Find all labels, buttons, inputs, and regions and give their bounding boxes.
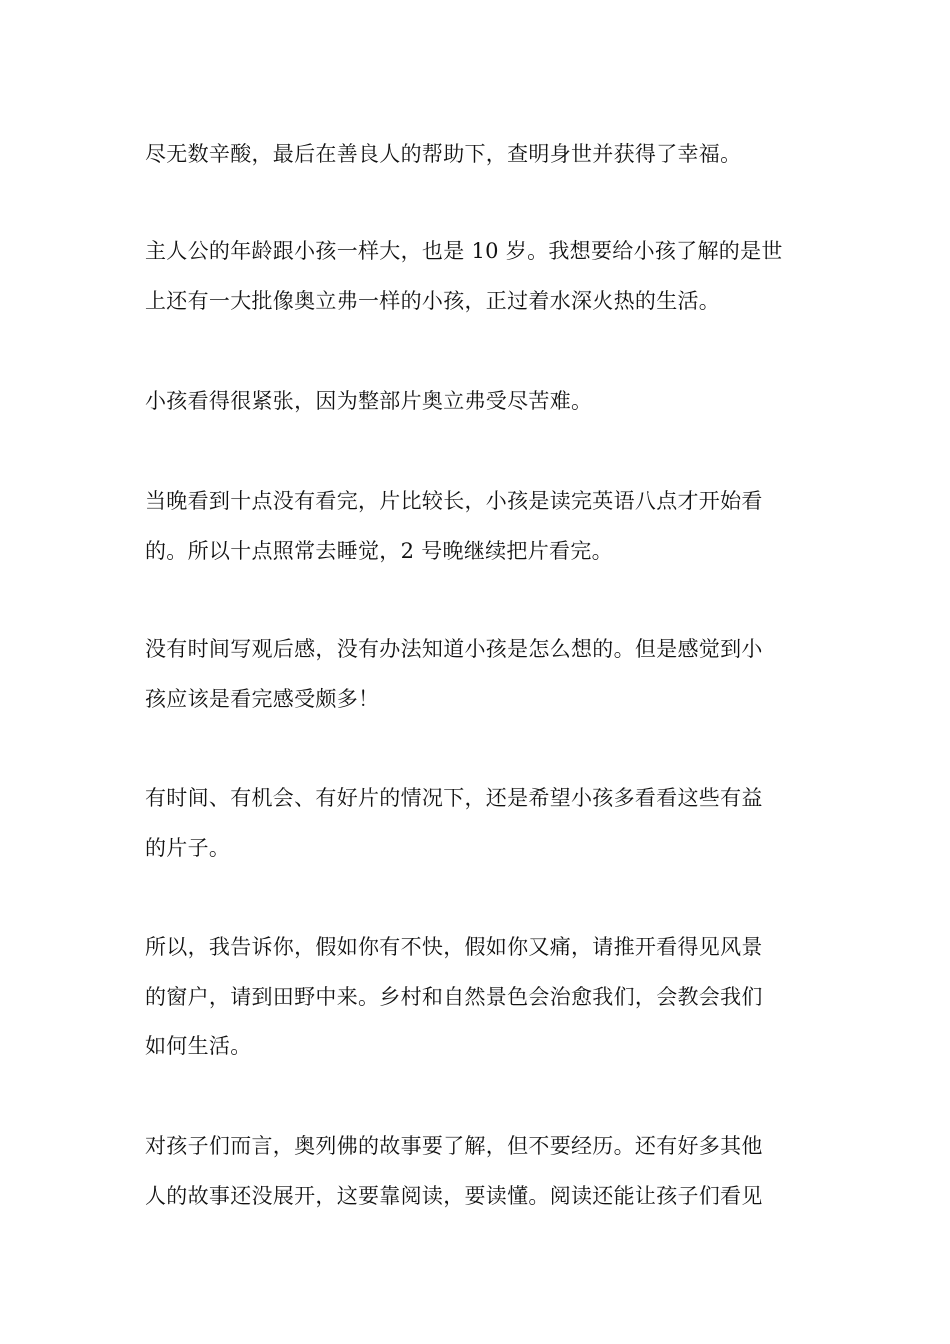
text-line: 尽无数辛酸，最后在善良人的帮助下，查明身世并获得了幸福。 <box>145 142 742 166</box>
text-line: 的窗户，请到田野中来。乡村和自然景色会治愈我们，会教会我们 <box>145 985 763 1009</box>
text-line: 当晚看到十点没有看完，片比较长，小孩是读完英语八点才开始看 <box>145 489 763 513</box>
text-line: 小孩看得很紧张，因为整部片奥立弗受尽苦难。 <box>145 389 593 413</box>
text-line: 如何生活。 <box>145 1034 252 1058</box>
text-line: 没有时间写观后感，没有办法知道小孩是怎么想的。但是感觉到小 <box>145 637 763 661</box>
text-line: 有时间、有机会、有好片的情况下，还是希望小孩多看看这些有益 <box>145 786 763 810</box>
text-line: 对孩子们而言，奥列佛的故事要了解，但不要经历。还有好多其他 <box>145 1134 763 1158</box>
text-line: 上还有一大批像奥立弗一样的小孩，正过着水深火热的生活。 <box>145 289 721 313</box>
text-line: 人的故事还没展开，这要靠阅读，要读懂。阅读还能让孩子们看见 <box>145 1184 763 1208</box>
text-line: 的。所以十点照常去睡觉，2 号晚继续把片看完。 <box>145 539 613 563</box>
text-line: 所以，我告诉你，假如你有不快，假如你又痛，请推开看得见风景 <box>145 935 763 959</box>
text-line: 主人公的年龄跟小孩一样大，也是 10 岁。我想要给小孩了解的是世 <box>145 239 783 263</box>
text-line: 的片子。 <box>145 836 231 860</box>
text-line: 孩应该是看完感受颇多！ <box>145 687 380 711</box>
